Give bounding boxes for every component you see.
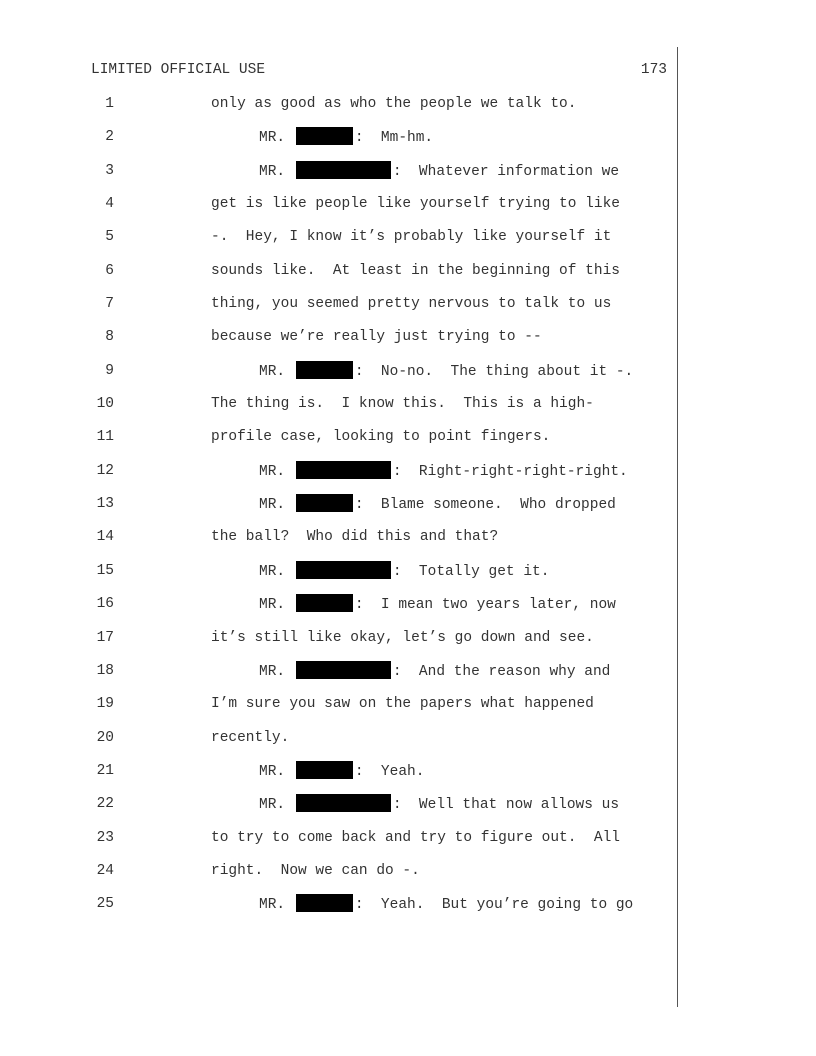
line-number: 22 xyxy=(96,796,114,813)
line-text xyxy=(211,394,594,414)
transcript-line xyxy=(0,161,816,194)
speaker-prefix: MR. xyxy=(259,163,286,180)
line-number: 12 xyxy=(96,462,114,479)
speech-text: : Totally get it. xyxy=(392,563,550,580)
line-number: 3 xyxy=(105,162,114,179)
speaker-prefix: MR. xyxy=(259,763,286,780)
speaker-prefix: MR. xyxy=(259,363,286,380)
redaction-bar xyxy=(296,127,353,145)
redaction-bar xyxy=(296,661,391,679)
speech-text: : Blame someone. Who dropped xyxy=(354,497,616,514)
transcript-lines xyxy=(0,94,816,928)
speech-text: profile case, looking to point fingers. xyxy=(211,429,551,446)
line-text xyxy=(259,794,619,815)
speech-text: recently. xyxy=(211,729,290,746)
line-text xyxy=(211,261,620,281)
transcript-line xyxy=(0,327,816,360)
speech-text: : Yeah. But you’re going to go xyxy=(354,897,634,914)
line-number: 8 xyxy=(105,329,114,346)
redaction-bar xyxy=(296,361,353,379)
speech-text: right. Now we can do -. xyxy=(211,862,420,879)
speech-text: : No-no. The thing about it -. xyxy=(354,363,634,380)
transcript-line xyxy=(0,761,816,794)
line-number: 23 xyxy=(96,829,114,846)
transcript-line xyxy=(0,561,816,594)
speech-text: The thing is. I know this. This is a high- xyxy=(211,396,594,413)
transcript-line xyxy=(0,461,816,494)
line-text xyxy=(259,361,633,382)
transcript-line xyxy=(0,628,816,661)
line-number: 17 xyxy=(96,629,114,646)
speaker-prefix: MR. xyxy=(259,130,286,147)
line-text xyxy=(211,527,498,547)
transcript-line xyxy=(0,828,816,861)
line-text xyxy=(259,127,433,148)
speech-text: because we’re really just trying to -- xyxy=(211,329,542,346)
speaker-prefix: MR. xyxy=(259,897,286,914)
line-text xyxy=(211,94,576,114)
speech-text: : And the reason why and xyxy=(392,663,611,680)
transcript-line xyxy=(0,794,816,827)
speaker-prefix: MR. xyxy=(259,463,286,480)
line-number: 5 xyxy=(105,229,114,246)
line-text xyxy=(259,561,549,582)
line-text xyxy=(259,161,619,182)
redaction-bar xyxy=(296,494,353,512)
line-text xyxy=(211,227,611,247)
transcript-line xyxy=(0,494,816,527)
speaker-prefix: MR. xyxy=(259,663,286,680)
line-text xyxy=(259,894,633,915)
transcript-line xyxy=(0,427,816,460)
transcript-line xyxy=(0,261,816,294)
speech-text: to try to come back and try to figure out. All xyxy=(211,829,620,846)
line-number: 21 xyxy=(96,762,114,779)
line-number: 2 xyxy=(105,129,114,146)
line-text xyxy=(259,461,628,482)
line-number: 20 xyxy=(96,729,114,746)
transcript-line xyxy=(0,728,816,761)
speaker-prefix: MR. xyxy=(259,797,286,814)
speaker-prefix: MR. xyxy=(259,563,286,580)
speech-text: : Yeah. xyxy=(354,763,425,780)
speech-text: I’m sure you saw on the papers what happened xyxy=(211,696,594,713)
transcript-line xyxy=(0,227,816,260)
transcript-line xyxy=(0,361,816,394)
redaction-bar xyxy=(296,794,391,812)
speech-text: : Whatever information we xyxy=(392,163,620,180)
speech-text: : Mm-hm. xyxy=(354,130,434,147)
line-text xyxy=(211,427,550,447)
line-number: 11 xyxy=(96,429,114,446)
speech-text: -. Hey, I know it’s probably like yourself it xyxy=(211,229,612,246)
line-text xyxy=(211,828,620,848)
line-text xyxy=(259,661,610,682)
transcript-line xyxy=(0,194,816,227)
line-text xyxy=(211,327,542,347)
line-text xyxy=(259,761,424,782)
line-number: 15 xyxy=(96,562,114,579)
speaker-prefix: MR. xyxy=(259,497,286,514)
line-number: 25 xyxy=(96,896,114,913)
redaction-bar xyxy=(296,594,353,612)
line-number: 19 xyxy=(96,696,114,713)
speech-text: thing, you seemed pretty nervous to talk to us xyxy=(211,296,612,313)
transcript-line xyxy=(0,127,816,160)
transcript-line xyxy=(0,94,816,127)
speech-text: : Right-right-right-right. xyxy=(392,463,628,480)
line-number: 4 xyxy=(105,196,114,213)
line-text xyxy=(259,594,616,615)
line-text xyxy=(211,294,611,314)
speaker-prefix: MR. xyxy=(259,597,286,614)
redaction-bar xyxy=(296,761,353,779)
line-number: 1 xyxy=(105,96,114,112)
line-number: 16 xyxy=(96,596,114,613)
line-text xyxy=(211,628,594,648)
transcript-line xyxy=(0,861,816,894)
line-text xyxy=(211,861,420,881)
transcript-line xyxy=(0,661,816,694)
speech-text: : I mean two years later, now xyxy=(354,597,616,614)
transcript-line xyxy=(0,527,816,560)
speech-text: the ball? Who did this and that? xyxy=(211,529,499,546)
transcript-line xyxy=(0,694,816,727)
redaction-bar xyxy=(296,461,391,479)
line-number: 14 xyxy=(96,529,114,546)
line-number: 6 xyxy=(105,262,114,279)
line-number: 24 xyxy=(96,862,114,879)
speech-text: it’s still like okay, let’s go down and see. xyxy=(211,629,594,646)
line-text xyxy=(211,694,594,714)
transcript-line xyxy=(0,894,816,927)
line-text xyxy=(211,194,620,214)
page-number: 173 xyxy=(640,62,667,78)
transcript-line xyxy=(0,294,816,327)
speech-text: sounds like. At least in the beginning of this xyxy=(211,262,620,279)
redaction-bar xyxy=(296,161,391,179)
transcript-line xyxy=(0,594,816,627)
line-text xyxy=(259,494,616,515)
line-number: 18 xyxy=(96,662,114,679)
line-text xyxy=(211,728,289,748)
line-number: 10 xyxy=(96,396,114,413)
redaction-bar xyxy=(296,894,353,912)
line-number: 7 xyxy=(105,296,114,313)
line-number: 13 xyxy=(96,496,114,513)
speech-text: only as good as who the people we talk to. xyxy=(211,96,577,112)
speech-text: : Well that now allows us xyxy=(392,797,620,814)
line-number: 9 xyxy=(105,362,114,379)
speech-text: get is like people like yourself trying to like xyxy=(211,196,620,213)
page-header-classification: LIMITED OFFICIAL USE xyxy=(91,62,266,78)
transcript-line xyxy=(0,394,816,427)
redaction-bar xyxy=(296,561,391,579)
